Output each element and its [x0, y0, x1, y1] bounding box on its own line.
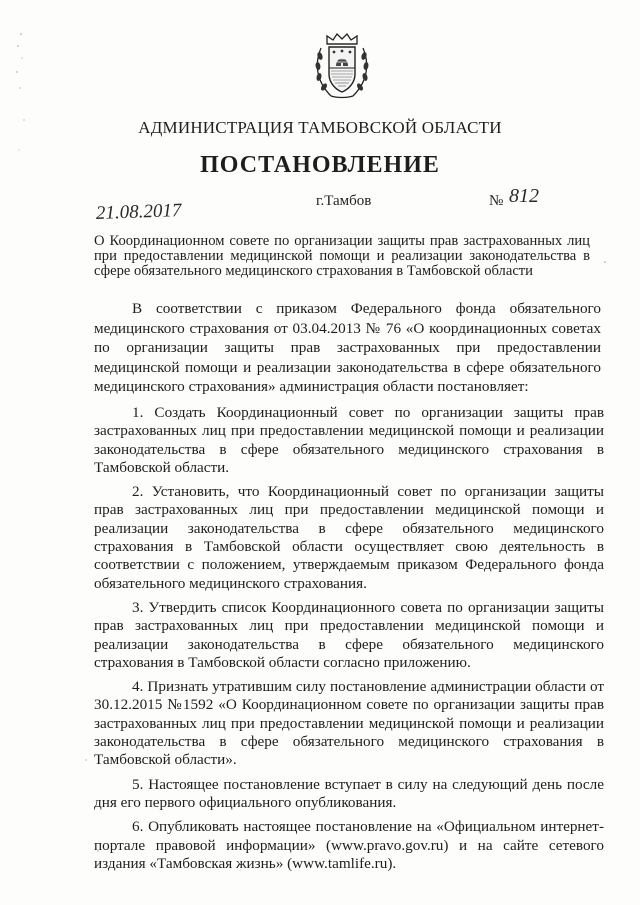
preamble-paragraph: В соответствии с приказом Федерального фонда обязательного медицинского страхования от 03.04.2013 № 76 «О координационных советах по организации защиты прав застрахованных при предоставлении медицинской помощи и реализации законодательства в сфере обязательного медицинского страхования» администрация области постановляет: [94, 300, 601, 396]
document-subject: О Координационном совете по организации защиты прав застрахованных лиц при предоставлении медицинской помощи и реализации законодательства в сфере обязательного медицинского страхования в Тамбовской области [94, 233, 590, 280]
handwritten-number: 812 [509, 185, 539, 207]
coat-of-arms-icon [311, 32, 373, 102]
number-label: № [489, 193, 504, 209]
resolution-point-4: 4. Признать утратившим силу постановление администрации области от 30.12.2015 №1592 «О Координационном совете по организации защиты прав застрахованных лиц при предоставлении медицинской помощи и реализации законодательства в сфере обязательного медицинского страхования в Тамбовской области». [94, 678, 604, 769]
handwritten-date: 21.08.2017 [95, 200, 182, 224]
resolution-points [94, 404, 604, 879]
resolution-point-1: 1. Создать Координационный совет по организации защиты прав застрахованных лиц при предоставлении медицинской помощи и реализации законодательства в сфере обязательного медицинского страхования в Тамбовской области. [94, 404, 604, 476]
resolution-point-6: 6. Опубликовать настоящее постановление на «Официальном интернет-портале правовой информации» (www.pravo.gov.ru) и на сайте сетевого издания «Тамбовская жизнь» (www.tamlife.ru). [94, 818, 604, 872]
resolution-point-5: 5. Настоящее постановление вступает в силу на следующий день после дня его первого официального опубликования. [94, 775, 604, 811]
agency-name: АДМИНИСТРАЦИЯ ТАМБОВСКОЙ ОБЛАСТИ [138, 118, 502, 137]
issue-city: г.Тамбов [316, 193, 372, 209]
resolution-point-2: 2. Установить, что Координационный совет по организации защиты прав застрахованных лиц при предоставлении медицинской помощи и реализации законодательства в сфере обязательного медицинского страхования в Тамбовской области осуществляет свою деятельность в соответствии с положением, утверждаемым приказом Федерального фонда обязательного медицинского страхования. [94, 483, 604, 592]
resolution-point-3: 3. Утвердить список Координационного совета по организации защиты прав застрахованных лиц при предоставлении медицинской помощи и реализации законодательства в сфере обязательного медицинского страхования в Тамбовской области согласно приложению. [94, 598, 604, 671]
document-type-title: ПОСТАНОВЛЕНИЕ [200, 152, 440, 178]
